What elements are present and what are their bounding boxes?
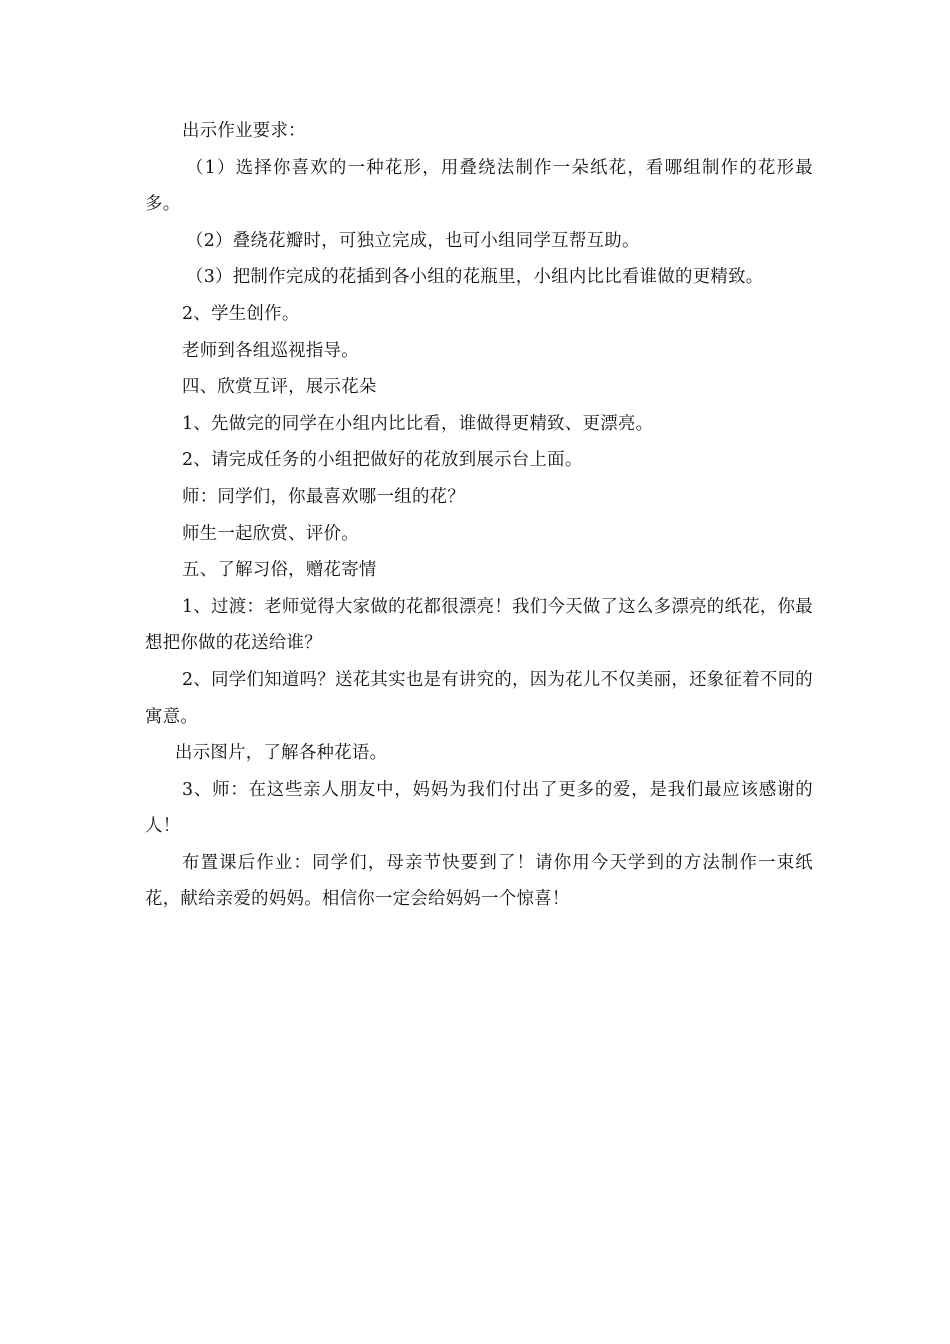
paragraph-student-creation: 2、学生创作。 xyxy=(182,303,300,324)
section-heading-appreciation: 四、欣赏互评，展示花朵 xyxy=(182,377,377,398)
paragraph-teacher-question: 师：同学们，你最喜欢哪一组的花？ xyxy=(182,486,466,507)
paragraph-joint-evaluation: 师生一起欣赏、评价。 xyxy=(182,523,359,544)
paragraph-assignment-intro: 出示作业要求： xyxy=(182,121,306,141)
paragraph-display-flowers: 2、请完成任务的小组把做好的花放到展示台上面。 xyxy=(182,450,583,471)
paragraph-thank-mother: 3、师：在这些亲人朋友中，妈妈为我们付出了更多的爱，是我们最应该感谢的人！ xyxy=(145,779,813,837)
paragraph-transition: 1、过渡：老师觉得大家做的花都很漂亮！我们今天做了这么多漂亮的纸花，你最想把你做的花送给谁？ xyxy=(145,596,813,654)
paragraph-teacher-guidance: 老师到各组巡视指导。 xyxy=(182,340,359,361)
paragraph-show-pictures: 出示图片，了解各种花语。 xyxy=(175,743,388,764)
paragraph-requirement-3: （3）把制作完成的花插到各小组的花瓶里，小组内比比看谁做的更精致。 xyxy=(186,267,764,288)
paragraph-requirement-2: （2）叠绕花瓣时，可独立完成，也可小组同学互帮互助。 xyxy=(186,230,640,251)
paragraph-homework: 布置课后作业：同学们，母亲节快要到了！请你用今天学到的方法制作一束纸花，献给亲爱的妈妈。相信你一定会给妈妈一个惊喜！ xyxy=(145,852,813,910)
paragraph-compare-in-group: 1、先做完的同学在小组内比比看，谁做得更精致、更漂亮。 xyxy=(182,413,654,434)
section-heading-customs: 五、了解习俗，赠花寄情 xyxy=(182,560,377,581)
paragraph-flower-meaning: 2、同学们知道吗？送花其实也是有讲究的，因为花儿不仅美丽，还象征着不同的寓意。 xyxy=(145,669,813,727)
document-body xyxy=(145,113,813,918)
paragraph-requirement-1: （1）选择你喜欢的一种花形，用叠绕法制作一朵纸花，看哪组制作的花形最多。 xyxy=(145,157,813,215)
